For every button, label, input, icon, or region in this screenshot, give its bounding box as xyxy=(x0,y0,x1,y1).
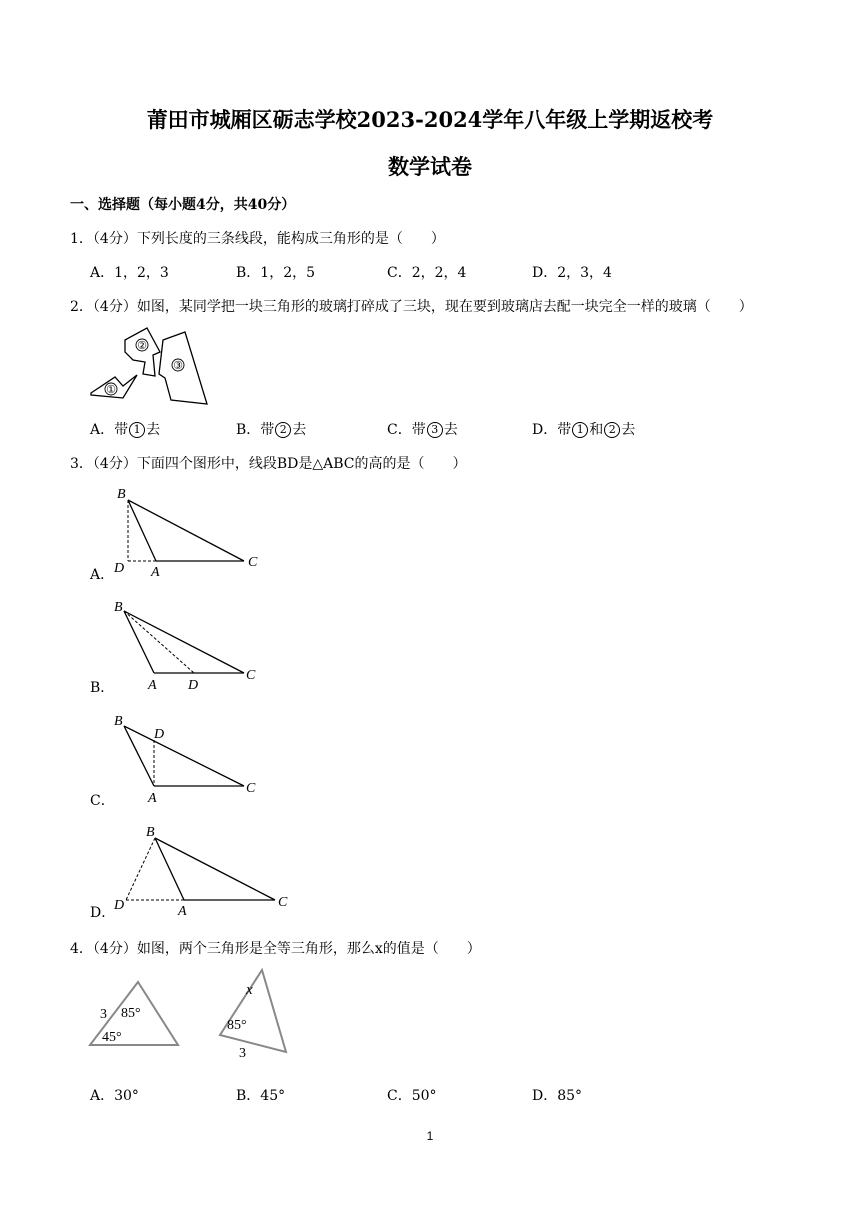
svg-text:B: B xyxy=(146,825,155,840)
question-4-option-a: A．30° xyxy=(90,1088,139,1104)
q4-triangle-1 xyxy=(88,972,183,1052)
svg-text:C: C xyxy=(246,668,256,683)
question-4-stem: 4．（4分）如图，两个三角形是全等三角形，那么x的值是（ ） xyxy=(70,941,481,957)
svg-text:3: 3 xyxy=(100,1007,107,1022)
circled-number: 3 xyxy=(427,422,443,438)
question-4-option-b: B．45° xyxy=(236,1088,286,1104)
svg-text:D: D xyxy=(114,561,125,576)
glass-piece-2 xyxy=(125,328,160,376)
svg-text:C: C xyxy=(248,555,258,570)
question-2-option-a xyxy=(90,419,160,439)
question-3-stem: 3．（4分）下面四个图形中，线段BD是△ABC的高的是（ ） xyxy=(70,456,467,472)
svg-text:3: 3 xyxy=(239,1046,246,1061)
exam-subtitle: 数学试卷 xyxy=(388,154,472,179)
svg-text:A: A xyxy=(148,791,157,806)
option-a-suffix: 去 xyxy=(146,422,161,438)
svg-text:85°: 85° xyxy=(227,1018,247,1033)
question-4-option-c: C．50° xyxy=(387,1088,437,1104)
option-c-suffix: 去 xyxy=(443,422,458,438)
circled-number: 1 xyxy=(572,422,588,438)
svg-text:85°: 85° xyxy=(121,1006,141,1021)
glass-label-2: ② xyxy=(137,340,147,352)
option-d-suffix: 去 xyxy=(621,422,636,438)
page-number: 1 xyxy=(426,1129,434,1143)
q3-option-c-label: C． xyxy=(90,793,115,809)
q3-figure-d xyxy=(108,820,298,920)
svg-text:A: A xyxy=(148,678,157,693)
option-c-text: C．带 xyxy=(387,422,426,438)
svg-text:45°: 45° xyxy=(102,1030,122,1045)
svg-text:D: D xyxy=(154,727,165,742)
section-heading: 一、选择题（每小题4分，共40分） xyxy=(70,197,296,213)
question-1-stem: 1．（4分）下列长度的三条线段，能构成三角形的是（ ） xyxy=(70,231,445,247)
svg-text:x: x xyxy=(246,982,253,998)
svg-text:C: C xyxy=(246,781,256,796)
q3-figure-c xyxy=(108,708,268,808)
q3-option-b-label: B． xyxy=(90,680,115,696)
svg-text:B: B xyxy=(114,600,123,615)
question-2-option-d xyxy=(532,419,635,439)
svg-text:D: D xyxy=(188,678,199,693)
option-b-suffix: 去 xyxy=(292,422,307,438)
glass-label-1: ① xyxy=(106,384,116,396)
option-a-text: A．带 xyxy=(90,422,129,438)
question-2-option-b xyxy=(236,419,306,439)
q3-option-d-label: D． xyxy=(90,905,116,921)
option-b-text: B．带 xyxy=(236,422,275,438)
question-1-option-d: D．2，3，4 xyxy=(532,265,612,281)
svg-text:B: B xyxy=(114,714,123,729)
svg-text:A: A xyxy=(151,565,160,580)
option-d-text: D．带 xyxy=(532,422,572,438)
glass-label-3: ③ xyxy=(173,360,183,372)
q3-figure-b xyxy=(108,595,268,695)
q3-option-a-label: A． xyxy=(90,567,115,583)
svg-text:D: D xyxy=(114,898,125,913)
question-1-option-c: C．2，2，4 xyxy=(387,265,467,281)
question-1-option-b: B．1，2，5 xyxy=(236,265,316,281)
circled-number: 2 xyxy=(604,422,620,438)
circled-number: 2 xyxy=(275,422,291,438)
question-2-option-c xyxy=(387,419,458,439)
q3-figure-a xyxy=(108,482,268,582)
svg-text:C: C xyxy=(278,895,288,910)
svg-text:A: A xyxy=(178,904,187,919)
option-d-mid: 和 xyxy=(589,422,604,438)
broken-glass-figure xyxy=(85,322,215,410)
question-4-option-d: D．85° xyxy=(532,1088,583,1104)
q4-triangle-2 xyxy=(212,965,302,1065)
svg-text:B: B xyxy=(117,487,126,502)
question-2-stem: 2．（4分）如图，某同学把一块三角形的玻璃打碎成了三块，现在要到玻璃店去配一块完全一样的玻璃（ ） xyxy=(70,299,753,315)
circled-number: 1 xyxy=(129,422,145,438)
question-1-option-a: A．1，2，3 xyxy=(90,265,169,281)
exam-title: 莆田市城厢区砺志学校2023-2024学年八年级上学期返校考 xyxy=(146,107,714,132)
